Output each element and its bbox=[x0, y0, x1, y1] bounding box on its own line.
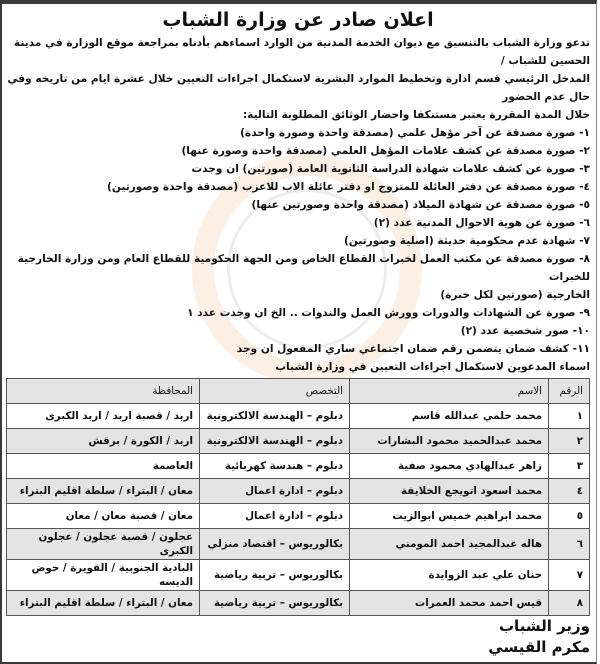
table-row bbox=[7, 529, 590, 560]
document-item: ٥- صورة مصدقة عن شهادة الميلاد (مصدقة واحدة وصورتين عنها) bbox=[251, 199, 590, 211]
document-item: ٩- صورة عن الشهادات والدورات وورش العمل والندوات .. الخ ان وجدت عدد ١ bbox=[187, 307, 590, 319]
cell-name: محمد اسعود اتويجع الخلايفة bbox=[350, 479, 549, 504]
cell-name: زاهر عبدالهادي محمود صفية bbox=[350, 454, 549, 479]
document-item: ١١- كشف ضمان يتضمن رقم ضمان اجتماعي ساري المفعول ان وجد bbox=[236, 343, 590, 355]
cell-number: ١ bbox=[549, 404, 590, 429]
header-number: الرقم bbox=[549, 379, 590, 404]
cell-number: ٤ bbox=[549, 479, 590, 504]
cell-specialization: بكالوريوس – تربية رياضية bbox=[200, 560, 350, 591]
table-row bbox=[7, 429, 590, 454]
cell-name: محمد حلمي عبدالله قاسم bbox=[350, 404, 549, 429]
cell-specialization: دبلوم – الهندسة الالكترونية bbox=[200, 404, 350, 429]
cell-governorate: اربد / قصبة اربد / اربد الكبرى bbox=[7, 404, 200, 429]
document-item: ٢- صورة مصدقة عن كشف علامات المؤهل العلمي (مصدقة واحدة وصورة عنها) bbox=[181, 145, 590, 157]
ad-content bbox=[6, 6, 590, 658]
ad-body bbox=[6, 34, 590, 376]
document-item: ٦- صورة عن هوية الاحوال المدنية عدد (٢) bbox=[373, 217, 590, 229]
cell-number: ٧ bbox=[549, 560, 590, 591]
cell-specialization: دبلوم – الهندسة الالكترونية bbox=[200, 429, 350, 454]
cell-specialization: دبلوم – ادارة اعمال bbox=[200, 504, 350, 529]
candidates-table bbox=[6, 378, 590, 616]
table-row bbox=[7, 504, 590, 529]
cell-name: قيس احمد محمد العمرات bbox=[350, 591, 549, 616]
signature-name: مكرم القيسي bbox=[488, 638, 590, 656]
document-item: الخارجية (صورتين لكل خبرة) bbox=[440, 289, 590, 301]
cell-specialization: بكالوريوس – اقتصاد منزلي bbox=[200, 529, 350, 560]
cell-governorate: عجلون / قصبة عجلون / عجلون الكبرى bbox=[7, 529, 200, 560]
document-item: ١٠- صور شخصية عدد (٢) bbox=[460, 325, 590, 337]
cell-governorate: اربد / الكورة / برقش bbox=[7, 429, 200, 454]
cell-name: محمد عبدالحميد محمود البشارات bbox=[350, 429, 549, 454]
table-row bbox=[7, 454, 590, 479]
cell-specialization: بكالوريوس – تربية رياضية bbox=[200, 591, 350, 616]
cell-name: حنان علي عبد الزوايدة bbox=[350, 560, 549, 591]
document-item: ٣- صورة عن كشف علامات شهادة الدراسة الثانوية العامة (صورتين) ان وجدت bbox=[191, 163, 590, 175]
cell-governorate: معان / البتراء / سلطة اقليم البتراء bbox=[7, 591, 200, 616]
table-row bbox=[7, 591, 590, 616]
cell-number: ٨ bbox=[549, 591, 590, 616]
cell-governorate: البادية الجنوبية / القويرة / حوض الديسه bbox=[7, 560, 200, 591]
table-row bbox=[7, 404, 590, 429]
header-specialization: التخصص bbox=[200, 379, 350, 404]
signature-role: وزير الشباب bbox=[498, 617, 590, 635]
list-heading: اسماء المدعوين لاستكمال اجراءات التعيين في وزارة الشباب bbox=[275, 361, 590, 373]
cell-governorate: معان / البتراء / سلطة اقليم البتراء bbox=[7, 479, 200, 504]
intro-line: المدخل الرئيسي قسم ادارة وتخطيط الموارد البشرية لاستكمال اجراءات التعيين خلال عشرة ايام من تاريخه وفي حال عدم الحضور bbox=[7, 73, 590, 103]
cell-number: ٢ bbox=[549, 429, 590, 454]
cell-specialization: دبلوم – ادارة اعمال bbox=[200, 479, 350, 504]
header-name: الاسم bbox=[350, 379, 549, 404]
cell-name: محمد ابراهيم خميس ابوالزيت bbox=[350, 504, 549, 529]
cell-number: ٦ bbox=[549, 529, 590, 560]
cell-governorate: العاصمة bbox=[7, 454, 200, 479]
intro-line: تدعو وزارة الشباب بالتنسيق مع ديوان الخدمة المدنية من الوارد اسماءهم بأدناه بمراجعة موقع الوزارة في مدينة الحسين للشباب / bbox=[13, 37, 590, 67]
table-row bbox=[7, 560, 590, 591]
cell-name: هاله عبدالمجيد احمد المومني bbox=[350, 529, 549, 560]
table-row bbox=[7, 479, 590, 504]
document-item: ١- صورة مصدقة عن آخر مؤهل علمي (مصدقة واحدة وصورة واحدة) bbox=[240, 127, 590, 139]
cell-governorate: معان / قصبة معان / معان bbox=[7, 504, 200, 529]
header-governorate: المحافظة bbox=[7, 379, 200, 404]
ad-title: اعلان صادر عن وزارة الشباب bbox=[162, 9, 434, 31]
intro-line: خلال المدة المقررة يعتبر مستنكفا واحضار الوثائق المطلوبة التالية: bbox=[242, 109, 590, 121]
cell-number: ٣ bbox=[549, 454, 590, 479]
cell-specialization: دبلوم – هندسة كهربائية bbox=[200, 454, 350, 479]
document-item: ٤- صورة مصدقة عن دفتر العائلة للمتزوج او دفتر عائلة الاب للاعزب (مصدقة واحدة وصورتين) bbox=[107, 181, 590, 193]
document-item: ٨- صورة مصدقة عن مكتب العمل لخبرات القطاع الخاص ومن الجهة الحكومية للقطاع العام ومن وزارة الخارجية للخبرات bbox=[17, 253, 590, 283]
cell-number: ٥ bbox=[549, 504, 590, 529]
table-header-row bbox=[7, 379, 590, 404]
document-item: ٧- شهادة عدم محكومية حديثة (اصلية وصورتين) bbox=[343, 235, 590, 247]
